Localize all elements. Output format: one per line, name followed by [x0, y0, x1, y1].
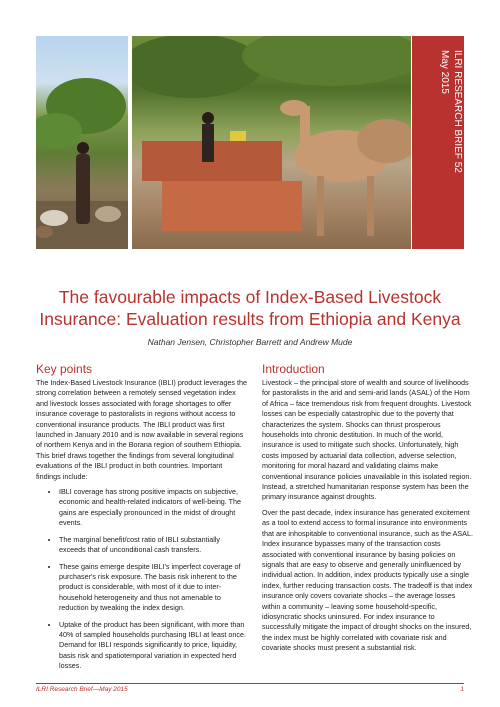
finding-item: • IBLI coverage has strong positive impacts on subjective, economic and health-related indicators of well-being. The gains are especially pronounced in the midst of drought events.: [59, 487, 247, 529]
footer-rule: [36, 683, 464, 684]
findings-list: [36, 487, 247, 672]
date-label: May 2015: [439, 50, 450, 94]
photo-camels-at-water-trough: [132, 36, 411, 249]
introduction-paragraph: Over the past decade, index insurance has generated excitement as a tool to extend access to formal insurance into environments that are inhospitable to conventional insurance, such as the ASAL. Index insurance bypasses many of the transaction costs associated with conventional insurance by basing policies on signals that are easy to observe and generally uninfluenced by individual action. In addition, index products typically use a single index, further reducing transaction costs. The tradeoff is that index insurance only covers covariate shocks – the average losses within a community – leaving some household-specific, idiosyncratic shocks uninsured. For index insurance to successfully mitigate the impact of drought shocks on the insured, the index must be highly correlated with covariate risk and covariate shocks must present a substantial risk.: [262, 507, 473, 653]
introduction-heading: Introduction: [262, 362, 325, 376]
key-points-intro: The Index-Based Livestock Insurance (IBLI) product leverages the strong correlation between a remotely sensed vegetation index and livestock losses associated with forage shortages to offer insurance coverage to pastoralists in regions without access to conventional insurance products. The IBLI product was first launched in January 2010 and is now available in several regions of northern Kenya and in the Borana region of southern Ethiopia. This brief draws together the findings from several longitudinal evaluations of the IBLI product in both countries. Important findings include:: [36, 378, 247, 481]
introduction-column: [262, 362, 473, 659]
page-number: 1: [460, 686, 464, 693]
finding-item: • These gains emerge despite IBLI's imperfect coverage of purchaser's risk exposure. The basis risk inherent to the product is considerable, with most of it due to inter-household heterogeneity and thus not amenable to reduction by tweaking the index design.: [59, 562, 247, 614]
finding-item: • The marginal benefit/cost ratio of IBLI substantially exceeds that of unconditional cash transfers.: [59, 535, 247, 556]
photo-pastoralist-with-goats: [36, 36, 128, 249]
key-points-column: [36, 362, 247, 678]
authors: Nathan Jensen, Christopher Barrett and Andrew Mude: [147, 337, 353, 347]
camels-illustration: [132, 36, 411, 249]
footer-publication: ILRI Research Brief—May 2015: [36, 686, 128, 693]
sidebar-label: [438, 50, 464, 240]
introduction-paragraph: Livestock – the principal store of wealth and source of livelihoods for pastoralists in the arid and semi-arid lands (ASAL) of the Horn of Africa – face tremendous risk from frequent droughts. Livestock losses can be especially catastrophic due to the poverty that characterizes the system. Shocks can thrust prosperous households into chronic destitution. In much of the world, insurance is used to mitigate such shocks. Unfortunately, high costs imposed by actuarial data collection, adverse selection, monitoring for moral hazard and validating claims make conventional insurance policies unavailable in this isolated region. Instead, a stretched humanitarian response system has been the primary insurance against droughts.: [262, 378, 472, 502]
document-title: The favourable impacts of Index-Based Livestock Insurance: Evaluation results from Ethiopia and Kenya: [39, 287, 461, 329]
cover-photos: [36, 36, 411, 249]
brief-sidebar: [412, 36, 464, 249]
pastoralist-illustration: [36, 36, 128, 249]
series-label: ILRI RESEARCH BRIEF 52: [452, 50, 463, 173]
key-points-heading: Key points: [36, 362, 93, 376]
finding-item: • Uptake of the product has been significant, with more than 40% of sampled households purchasing IBLI at least once. Demand for IBLI responds significantly to price, liquidity, basis risk and spatiotemporal variation in expected herd losses.: [59, 620, 247, 672]
